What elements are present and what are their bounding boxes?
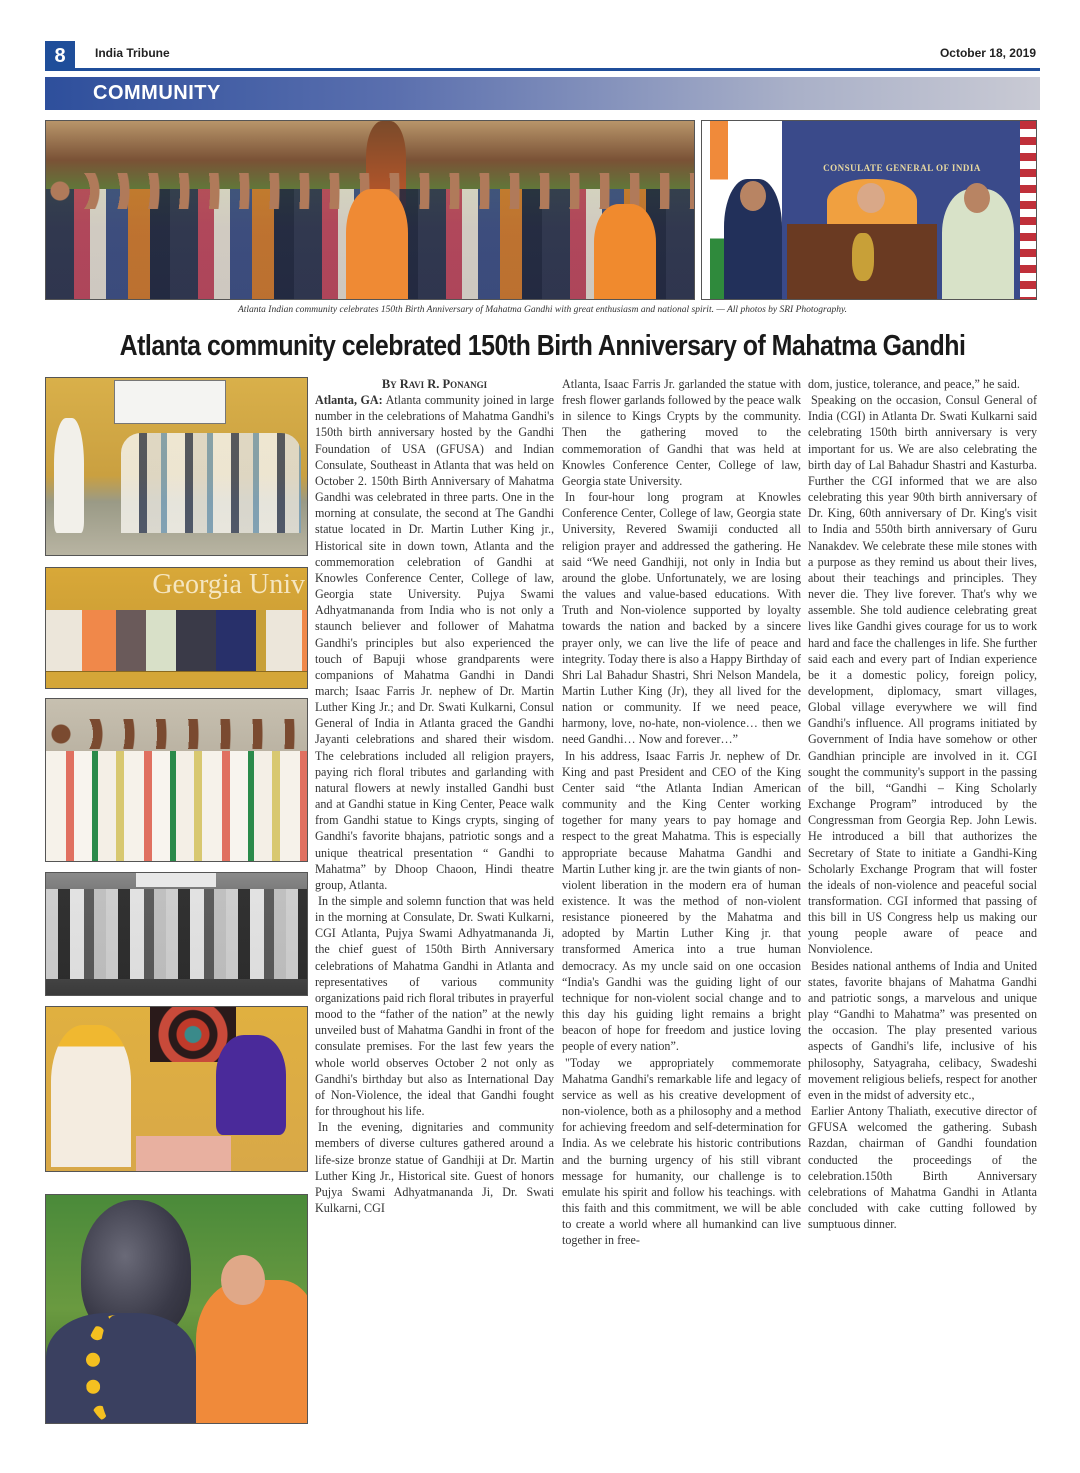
play-performance-photo (45, 377, 308, 556)
paragraph: In his address, Isaac Farris Jr. nephew of Dr. King and past President and CEO of the King Center said “the Atlanta Indian American community and the King Center working together for many years to pay homage and respect to the great Mahatma. This is especially appropriate because Mahatma Gandhi and Martin Luther king jr. are the twin giants of non-violent liberation in the modern era of human existence. It was the method of non-violent resistance pioneered by the Mahatma and adopted by Martin Luther King jr. that transformed America into a true human democracy. As my uncle said on one occasion “India's Gandhi was the guiding light of our technique for non-violent social change and to this day his guiding light remains a bright beacon of hope for freedom and justice loving people of every nation”. (562, 748, 801, 1054)
theatre-scene-photo (45, 1006, 308, 1172)
paragraph: Atlanta, Isaac Farris Jr. garlanded the statue with fresh flower garlands followed by the peace walk in silence to Kings Crypts by the community. Then the gathering moved to the commemoration of Gandhi that was held at Knowles Conference Center, College of law, Georgia state University. (562, 377, 801, 488)
article-dateline: Atlanta, GA: (315, 393, 383, 408)
paragraph: Atlanta community joined in large number in the celebrations of Mahatma Gandhi's 150th birth anniversary hosted by the Gandhi Foundation of USA (GFUSA) and Indian Consulate, Southeast in Atlanta that was held on October 2. 150th Birth Anniversary of Mahatma Gandhi was celebrated in three parts. One in the morning at consulate, the second at The Gandhi statue located in Dr. Martin Luther King jr., Historical site in down town, Atlanta and the commemoration celebration of Gandhi at Knowles Conference Center, College of law, Georgia state University. Pujya Swami Adhyatmananda from India who is not only a staunch believer and follower of Mahatma Gandhi's principles but also experienced the touch of Bapuji whose grandparents were companions of Mahatma Gandhi in Dandi march; Isaac Farris Jr. nephew of Dr. Martin Luther King Jr.; and Dr. Swati Kulkarni, Consul General of India in Atlanta graced the Gandhi Jayanti celebrations and shared their wisdom. The celebrations included all religion prayers, paying rich floral tributes and garlanding with natural flowers at newly installed Gandhi bust and at Gandhi statue in King Center, Peace walk from Gandhi statue to Kings crypts, singing of Gandhi's favorite bhajans, patriotic songs and a unique theatrical presentation “ Gandhi to Mahatma” by Dhoop Chaoon, Hindi theatre group, Atlanta. (315, 393, 554, 892)
paragraph: In the evening, dignitaries and community members of diverse cultures gathered around a life-size bronze statue of Gandhiji at Dr. Martin Luther King Jr., Historical site. Guest of honors Pujya Swami Adhyatmananda Ji, Dr. Swati Kulkarni, CGI (315, 1120, 554, 1215)
paragraph: In the simple and solemn function that was held in the morning at Consulate, Dr. Swati Kulkarni, CGI Atlanta, Pujya Swami Adhyatmananda Ji, the chief guest of 150th Birth Anniversary celebrations of Mahatma Gandhi in Atlanta and representatives of various community organizations paid rich floral tributes in prayerful mood to the “father of the nation” at the newly unveiled bust of Mahatma Gandhi in front of the consulate premises. For the last few years the whole world observes October 2 not only as Gandhi's birthday but also as International Day of Non-Violence, the ideal that Gandhi fought for throughout his life. (315, 894, 554, 1119)
article-column-1 (315, 376, 554, 1216)
university-wall-text: Georgia Univ (152, 569, 305, 600)
children-group-photo (45, 698, 308, 862)
paragraph: "Today we appropriately commemorate Mahatma Gandhi's remarkable life and legacy of service as well as his creative development of non-violence, both as a philosophy and a method for achieving freedom and self-determination for India. As we celebrate his historic contributions and the burning urgency of his still vibrant message for humanity, our challenge is to emulate his spirit and follow his teachings. with this faith and this commitment, we will be able to create a world where all humankind can live together in free- (562, 1055, 801, 1248)
paragraph: In four-hour long program at Knowles Conference Center, College of law, Georgia state University, Revered Swamiji conducted all religion prayer and addressed the gathering. He said “We need Gandhiji, not only in India but around the globe. Unfortunately, we are losing the values and value-based educations. With Truth and Non-violence supported by loyalty towards the nation and backed by a sincere prayer only, we can live the life of peace and integrity. Today there is also a Happy Birthday of Shri Lal Bahadur Shastri, Shri Nelson Mandela, Martin Luther King (Jr), they all lived for the nation or community. If we need peace, harmony, love, no-hate, non-violence… then we need Gandhi… Now and forever…” (562, 490, 801, 747)
publication-name: India Tribune (95, 46, 170, 60)
paragraph: Speaking on the occasion, Consul General of India (CGI) in Atlanta Dr. Swati Kulkarni said celebrating 150th birth anniversary is very important for us. We are also celebrating the birth day of Lal Bahadur Shastri and Kasturba. Further the CGI informed that we are also celebrating this year 90th birth anniversary of Dr. King, 60th anniversary of Dr. King's visit to India and 550th birth anniversary of Guru Nanakdev. We celebrate these mile stones with a purpose as they remind us about their lives, about their teachings and principles. They never die. They live forever. That's why we assemble. She told audience celebrating great lives like Gandhi gives courage for us to work hard and face the challenges in life. She further said each and every part of Indian experience be it a domestic policy, foreign policy, development, diplomacy, smart villages, Global village everywhere we will find Gandhi's influence. All programs initiated by Government of India have somehow or other Gandhian principle are involved in it. CGI sought the community's support in the passing of the bill, “Gandhi – King Scholarly Exchange Program” introduced by the Congressman from Georgia Rep. John Lewis. He introduced a bill that authorizes the Secretary of State to initiate a Gandhi-King Scholarly Exchange Program that will foster the ideals of non-violence and peaceful social transformation. CGI informed that passing of this bill in US Congress help us making our young people aware of peace and Nonviolence. (808, 393, 1037, 957)
article-column-3 (808, 376, 1037, 1232)
paragraph: Earlier Antony Thaliath, executive director of GFUSA welcomed the gathering. Subash Razdan, chairman of Gandhi foundation conducted the proceedings of the celebration.150th Birth Anniversary celebrations of Mahatma Gandhi in Atlanta concluded with cake cutting followed by sumptuous dinner. (808, 1104, 1037, 1232)
black-and-white-group-photo (45, 872, 308, 996)
section-title: COMMUNITY (93, 82, 221, 104)
gandhi-bust-garlanding-photo (45, 1194, 308, 1424)
group-photo-gandhi-statue (45, 120, 695, 300)
article-headline: Atlanta community celebrated 150th Birth Anniversary of Mahatma Gandhi (119, 330, 966, 362)
photo-caption: Atlanta Indian community celebrates 150th Birth Anniversary of Mahatma Gandhi with great enthusiasm and national spirit. — All photos by SRI Photography. (237, 305, 848, 315)
georgia-university-book-release-photo (45, 567, 308, 689)
issue-date: October 18, 2019 (939, 46, 1036, 60)
consulate-podium-photo (701, 120, 1037, 300)
header-rule (45, 68, 1040, 71)
consulate-banner-text: CONSULATE GENERAL OF INDIA (784, 161, 1020, 175)
page-number: 8 (45, 41, 75, 71)
article-byline: By Ravi R. Ponangi (381, 377, 488, 391)
article-column-2 (562, 376, 801, 1248)
section-banner (45, 77, 1040, 110)
paragraph: Besides national anthems of India and United states, favorite bhajans of Mahatma Gandhi and patriotic songs, a marvelous and unique play “Gandhi to Mahatma” was presented on the occasion. The play presented various aspects of Gandhi's life, inclusive of his philosophy, Satyagraha, celibacy, Swadeshi movement religious beliefs, respect for another even in the midst of adversity etc., (808, 958, 1037, 1102)
paragraph: dom, justice, tolerance, and peace,” he said. (808, 377, 1020, 391)
